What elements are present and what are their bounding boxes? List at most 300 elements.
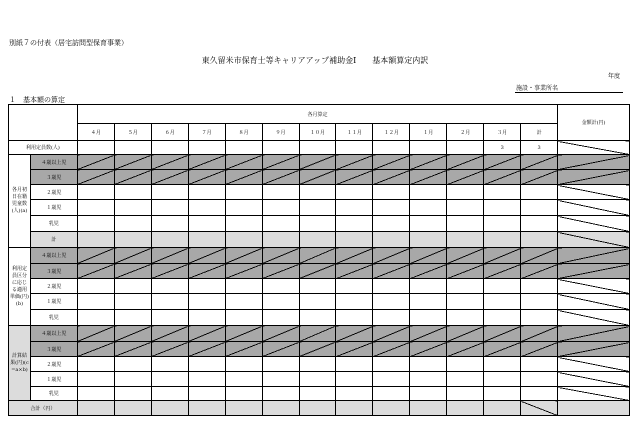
month-cell[interactable] <box>151 185 188 200</box>
row-total-cell <box>521 294 558 310</box>
table-row <box>9 326 630 342</box>
table-row <box>9 248 630 264</box>
month-cell[interactable] <box>336 200 373 216</box>
age-row-label: ３歳児 <box>30 342 77 357</box>
subtotal-cell <box>299 232 336 248</box>
month-cell[interactable] <box>77 387 114 401</box>
month-cell <box>410 342 447 357</box>
month-cell[interactable] <box>151 387 188 401</box>
month-cell <box>447 342 484 357</box>
capacity-cell[interactable] <box>151 141 188 155</box>
month-cell[interactable] <box>77 310 114 326</box>
month-cell[interactable] <box>188 357 225 372</box>
capacity-cell[interactable] <box>114 141 151 155</box>
month-cell[interactable] <box>299 357 336 372</box>
month-cell <box>410 248 447 264</box>
month-cell[interactable] <box>484 200 521 216</box>
capacity-total: 3 <box>521 141 558 155</box>
month-cell[interactable] <box>336 279 373 294</box>
month-cell <box>225 264 262 279</box>
age-row-label: ３歳児 <box>30 264 77 279</box>
row-total-cell <box>521 200 558 216</box>
group_a-label: 各月初日在籍児童数(人)(a) <box>9 155 31 248</box>
month-cell <box>188 248 225 264</box>
subtotal-cell <box>447 232 484 248</box>
month-cell[interactable] <box>262 279 299 294</box>
amount-cell <box>558 155 630 170</box>
month-cell[interactable] <box>299 279 336 294</box>
month-cell[interactable] <box>114 310 151 326</box>
month-cell[interactable] <box>410 357 447 372</box>
month-cell <box>114 264 151 279</box>
month-header: １月 <box>410 124 447 141</box>
month-cell <box>77 248 114 264</box>
table-row <box>9 357 630 372</box>
month-cell[interactable] <box>188 387 225 401</box>
month-cell[interactable] <box>225 279 262 294</box>
capacity-cell[interactable] <box>262 141 299 155</box>
month-cell[interactable] <box>484 310 521 326</box>
table-row <box>9 387 630 401</box>
month-cell <box>262 342 299 357</box>
row-total-cell <box>521 326 558 342</box>
month-cell <box>151 342 188 357</box>
month-cell[interactable] <box>410 372 447 387</box>
amount-cell <box>558 372 630 387</box>
amount-cell <box>558 294 630 310</box>
row-total-cell <box>521 264 558 279</box>
month-cell[interactable] <box>447 200 484 216</box>
grand-total-cell <box>373 401 410 416</box>
month-cell[interactable] <box>299 387 336 401</box>
month-cell <box>299 326 336 342</box>
month-cell[interactable] <box>151 216 188 232</box>
month-cell[interactable] <box>410 279 447 294</box>
month-cell <box>299 170 336 185</box>
table-row <box>9 232 630 248</box>
month-cell[interactable] <box>188 294 225 310</box>
month-cell <box>299 264 336 279</box>
month-cell[interactable] <box>447 310 484 326</box>
row-total-cell <box>521 279 558 294</box>
row-total-cell <box>521 310 558 326</box>
capacity-cell[interactable] <box>336 141 373 155</box>
month-cell[interactable] <box>373 200 410 216</box>
month-cell[interactable] <box>447 185 484 200</box>
month-cell <box>373 342 410 357</box>
month-cell[interactable] <box>77 279 114 294</box>
month-cell[interactable] <box>336 310 373 326</box>
subtotal-cell <box>484 232 521 248</box>
age-row-label: ４歳以上児 <box>30 155 77 170</box>
month-cell[interactable] <box>77 185 114 200</box>
month-cell[interactable] <box>188 279 225 294</box>
month-cell <box>225 155 262 170</box>
month-cell <box>373 170 410 185</box>
subtotal-cell <box>188 232 225 248</box>
month-header: ４月 <box>77 124 114 141</box>
month-cell <box>225 326 262 342</box>
month-cell[interactable] <box>262 294 299 310</box>
month-cell <box>336 342 373 357</box>
month-cell[interactable] <box>225 357 262 372</box>
amount-cell <box>558 248 630 264</box>
grand-total-cell <box>484 401 521 416</box>
month-cell <box>410 326 447 342</box>
month-cell <box>336 326 373 342</box>
monthly-header: 各月算定 <box>77 105 557 124</box>
subtotal-cell <box>373 232 410 248</box>
month-cell <box>188 342 225 357</box>
month-cell[interactable] <box>484 387 521 401</box>
month-cell[interactable] <box>336 387 373 401</box>
header-blank-cell <box>9 105 78 141</box>
capacity-cell[interactable] <box>373 141 410 155</box>
month-cell[interactable] <box>447 357 484 372</box>
month-cell <box>373 248 410 264</box>
month-cell <box>77 170 114 185</box>
month-cell[interactable] <box>299 310 336 326</box>
grand-total-cell <box>77 401 114 416</box>
month-cell <box>188 170 225 185</box>
subtotal-label: 計 <box>30 232 77 248</box>
month-header: １２月 <box>373 124 410 141</box>
month-cell[interactable] <box>373 185 410 200</box>
month-cell[interactable] <box>225 185 262 200</box>
month-cell[interactable] <box>410 185 447 200</box>
month-cell <box>77 342 114 357</box>
month-cell[interactable] <box>336 185 373 200</box>
subtotal-cell <box>77 232 114 248</box>
row-total-cell <box>521 216 558 232</box>
subtotal-cell <box>410 232 447 248</box>
month-cell[interactable] <box>151 279 188 294</box>
table-row <box>9 216 630 232</box>
month-cell[interactable] <box>484 372 521 387</box>
month-cell[interactable] <box>262 200 299 216</box>
month-cell[interactable] <box>188 216 225 232</box>
age-row-label: １歳児 <box>30 294 77 310</box>
month-cell[interactable] <box>447 294 484 310</box>
table-row <box>9 310 630 326</box>
month-cell[interactable] <box>299 216 336 232</box>
month-cell[interactable] <box>188 185 225 200</box>
month-cell[interactable] <box>484 357 521 372</box>
grand-total-cell <box>225 401 262 416</box>
month-header: ６月 <box>151 124 188 141</box>
month-cell[interactable] <box>484 294 521 310</box>
month-cell <box>484 248 521 264</box>
month-cell[interactable] <box>373 310 410 326</box>
month-cell[interactable] <box>447 216 484 232</box>
month-cell[interactable] <box>336 216 373 232</box>
month-cell[interactable] <box>299 185 336 200</box>
amount-cell <box>558 310 630 326</box>
subtotal-cell <box>151 232 188 248</box>
month-cell[interactable] <box>262 357 299 372</box>
subtotal-cell <box>225 232 262 248</box>
month-cell[interactable] <box>484 185 521 200</box>
month-cell <box>484 326 521 342</box>
capacity-cell[interactable] <box>77 141 114 155</box>
facility-name-label: 施設・事業所名 <box>516 85 559 92</box>
capacity-cell[interactable] <box>188 141 225 155</box>
month-cell[interactable] <box>188 310 225 326</box>
month-cell <box>188 155 225 170</box>
month-cell <box>447 170 484 185</box>
month-cell <box>410 170 447 185</box>
month-cell <box>262 248 299 264</box>
table-row <box>9 200 630 216</box>
month-cell <box>262 264 299 279</box>
amount-cell <box>558 264 630 279</box>
month-cell[interactable] <box>151 200 188 216</box>
month-cell[interactable] <box>225 200 262 216</box>
month-cell <box>410 264 447 279</box>
month-cell <box>114 170 151 185</box>
table-row <box>9 279 630 294</box>
month-cell <box>114 326 151 342</box>
document-title: 東久留米市保育士等キャリアアップ補助金Ⅰ 基本額算定内訳 <box>201 56 429 65</box>
month-cell[interactable] <box>114 200 151 216</box>
amount-cell <box>558 342 630 357</box>
month-cell <box>447 264 484 279</box>
section-title: １ 基本額の算定 <box>9 96 65 104</box>
month-cell <box>151 248 188 264</box>
grand-total-cell <box>336 401 373 416</box>
row-total-cell <box>521 372 558 387</box>
month-cell[interactable] <box>373 372 410 387</box>
month-cell[interactable] <box>410 310 447 326</box>
calculation-table <box>8 104 630 416</box>
amount-cell <box>558 357 630 372</box>
table-row <box>9 124 630 141</box>
month-header: １０月 <box>299 124 336 141</box>
age-row-label: ４歳以上児 <box>30 248 77 264</box>
table-row <box>9 264 630 279</box>
row-total-cell <box>521 387 558 401</box>
month-cell <box>77 155 114 170</box>
month-cell <box>484 342 521 357</box>
subtotal-cell <box>336 232 373 248</box>
month-cell[interactable] <box>484 216 521 232</box>
capacity-cell[interactable] <box>225 141 262 155</box>
age-row-label: ２歳児 <box>30 279 77 294</box>
month-cell[interactable] <box>151 372 188 387</box>
age-row-label: ２歳児 <box>30 357 77 372</box>
month-cell[interactable] <box>77 216 114 232</box>
month-header: ９月 <box>262 124 299 141</box>
grand-total-cell <box>262 401 299 416</box>
month-header: ８月 <box>225 124 262 141</box>
month-cell[interactable] <box>77 294 114 310</box>
month-header: ２月 <box>447 124 484 141</box>
month-cell[interactable] <box>114 185 151 200</box>
table-row <box>9 294 630 310</box>
month-cell[interactable] <box>299 372 336 387</box>
month-cell[interactable] <box>114 357 151 372</box>
month-header: ７月 <box>188 124 225 141</box>
table-row <box>9 170 630 185</box>
month-cell[interactable] <box>114 216 151 232</box>
month-cell[interactable] <box>373 387 410 401</box>
amount-cell <box>558 387 630 401</box>
month-cell <box>151 155 188 170</box>
month-cell <box>151 264 188 279</box>
capacity-cell[interactable] <box>447 141 484 155</box>
grand-total-cell <box>151 401 188 416</box>
month-cell[interactable] <box>77 357 114 372</box>
month-cell <box>151 170 188 185</box>
subtotal-cell <box>262 232 299 248</box>
month-cell[interactable] <box>447 387 484 401</box>
month-cell[interactable] <box>373 294 410 310</box>
month-cell <box>447 326 484 342</box>
capacity-march: 3 <box>484 141 521 155</box>
age-row-label: ４歳以上児 <box>30 326 77 342</box>
month-cell[interactable] <box>336 357 373 372</box>
grand-total-cell <box>188 401 225 416</box>
total-column-header: 計 <box>521 124 558 141</box>
month-cell[interactable] <box>336 372 373 387</box>
month-cell[interactable] <box>77 200 114 216</box>
month-cell[interactable] <box>410 200 447 216</box>
attachment-label: 別紙７の付表（居宅訪問型保育事業） <box>9 39 128 47</box>
amount-cell <box>558 170 630 185</box>
amount-cell <box>558 326 630 342</box>
grand-total-cell <box>299 401 336 416</box>
month-header: １１月 <box>336 124 373 141</box>
grand-total-label: 合計（円） <box>9 401 78 416</box>
month-cell[interactable] <box>151 294 188 310</box>
month-cell <box>373 326 410 342</box>
table-row <box>9 401 630 416</box>
month-cell[interactable] <box>299 200 336 216</box>
month-cell[interactable] <box>373 279 410 294</box>
grand-total-cell <box>410 401 447 416</box>
month-cell[interactable] <box>336 294 373 310</box>
month-cell <box>225 342 262 357</box>
month-cell <box>373 264 410 279</box>
row-total-cell <box>521 357 558 372</box>
month-cell <box>114 248 151 264</box>
month-cell <box>299 342 336 357</box>
fiscal-year-label: 年度 <box>607 73 620 80</box>
month-cell[interactable] <box>225 387 262 401</box>
age-row-label: 乳児 <box>30 387 77 401</box>
grand-total-cell <box>447 401 484 416</box>
age-row-label: 乳児 <box>30 310 77 326</box>
amount-cell <box>558 216 630 232</box>
month-cell[interactable] <box>188 372 225 387</box>
amount-cell <box>558 279 630 294</box>
month-cell[interactable] <box>410 294 447 310</box>
month-cell[interactable] <box>225 294 262 310</box>
grand-total-amount-cell[interactable] <box>558 401 630 416</box>
subtotal-cell <box>114 232 151 248</box>
month-cell[interactable] <box>262 372 299 387</box>
table-row <box>9 141 630 155</box>
month-cell <box>336 155 373 170</box>
subtotal-amount-cell <box>558 232 630 248</box>
month-cell[interactable] <box>114 387 151 401</box>
month-cell <box>151 326 188 342</box>
month-cell[interactable] <box>410 387 447 401</box>
month-cell[interactable] <box>114 279 151 294</box>
capacity-cell[interactable] <box>410 141 447 155</box>
capacity-label: 利用定員数(人) <box>9 141 78 155</box>
month-cell[interactable] <box>373 357 410 372</box>
month-cell <box>262 170 299 185</box>
month-cell[interactable] <box>188 200 225 216</box>
month-cell[interactable] <box>151 357 188 372</box>
month-cell <box>188 326 225 342</box>
capacity-cell[interactable] <box>299 141 336 155</box>
month-cell[interactable] <box>484 279 521 294</box>
month-cell <box>114 342 151 357</box>
age-row-label: ３歳児 <box>30 170 77 185</box>
month-cell <box>447 155 484 170</box>
total-amount-header: 金額計(円) <box>558 105 630 141</box>
amount-cell <box>558 185 630 200</box>
month-cell[interactable] <box>225 216 262 232</box>
month-cell <box>373 155 410 170</box>
month-cell <box>225 170 262 185</box>
month-cell[interactable] <box>299 294 336 310</box>
month-cell[interactable] <box>225 372 262 387</box>
month-cell <box>114 155 151 170</box>
month-cell <box>299 155 336 170</box>
month-cell <box>262 155 299 170</box>
month-cell <box>225 248 262 264</box>
month-cell[interactable] <box>77 372 114 387</box>
grand-total-sum-cell <box>521 401 558 416</box>
month-cell <box>299 248 336 264</box>
month-cell <box>262 326 299 342</box>
month-cell[interactable] <box>262 310 299 326</box>
row-total-cell <box>521 342 558 357</box>
month-cell <box>77 326 114 342</box>
table-row <box>9 185 630 200</box>
amount-cell <box>558 200 630 216</box>
month-cell <box>336 248 373 264</box>
month-cell[interactable] <box>262 387 299 401</box>
age-row-label: １歳児 <box>30 372 77 387</box>
grand-total-cell <box>114 401 151 416</box>
row-total-cell <box>521 155 558 170</box>
month-cell[interactable] <box>447 372 484 387</box>
month-cell[interactable] <box>410 216 447 232</box>
table-row <box>9 342 630 357</box>
month-cell[interactable] <box>225 310 262 326</box>
facility-name-line <box>515 92 623 93</box>
capacity-amount-cell <box>558 141 630 155</box>
table-row <box>9 155 630 170</box>
month-cell <box>410 155 447 170</box>
month-cell[interactable] <box>262 216 299 232</box>
month-cell[interactable] <box>114 294 151 310</box>
month-cell <box>447 248 484 264</box>
group_b-label: 利用定員区分に応じる適用単価(円)(b) <box>9 248 31 326</box>
group_c-label: 計算結果(円)(c=a×b) <box>9 326 31 401</box>
month-cell <box>336 264 373 279</box>
month-cell[interactable] <box>114 372 151 387</box>
month-cell[interactable] <box>447 279 484 294</box>
age-row-label: １歳児 <box>30 200 77 216</box>
month-cell[interactable] <box>151 310 188 326</box>
month-cell[interactable] <box>373 216 410 232</box>
month-cell[interactable] <box>262 185 299 200</box>
